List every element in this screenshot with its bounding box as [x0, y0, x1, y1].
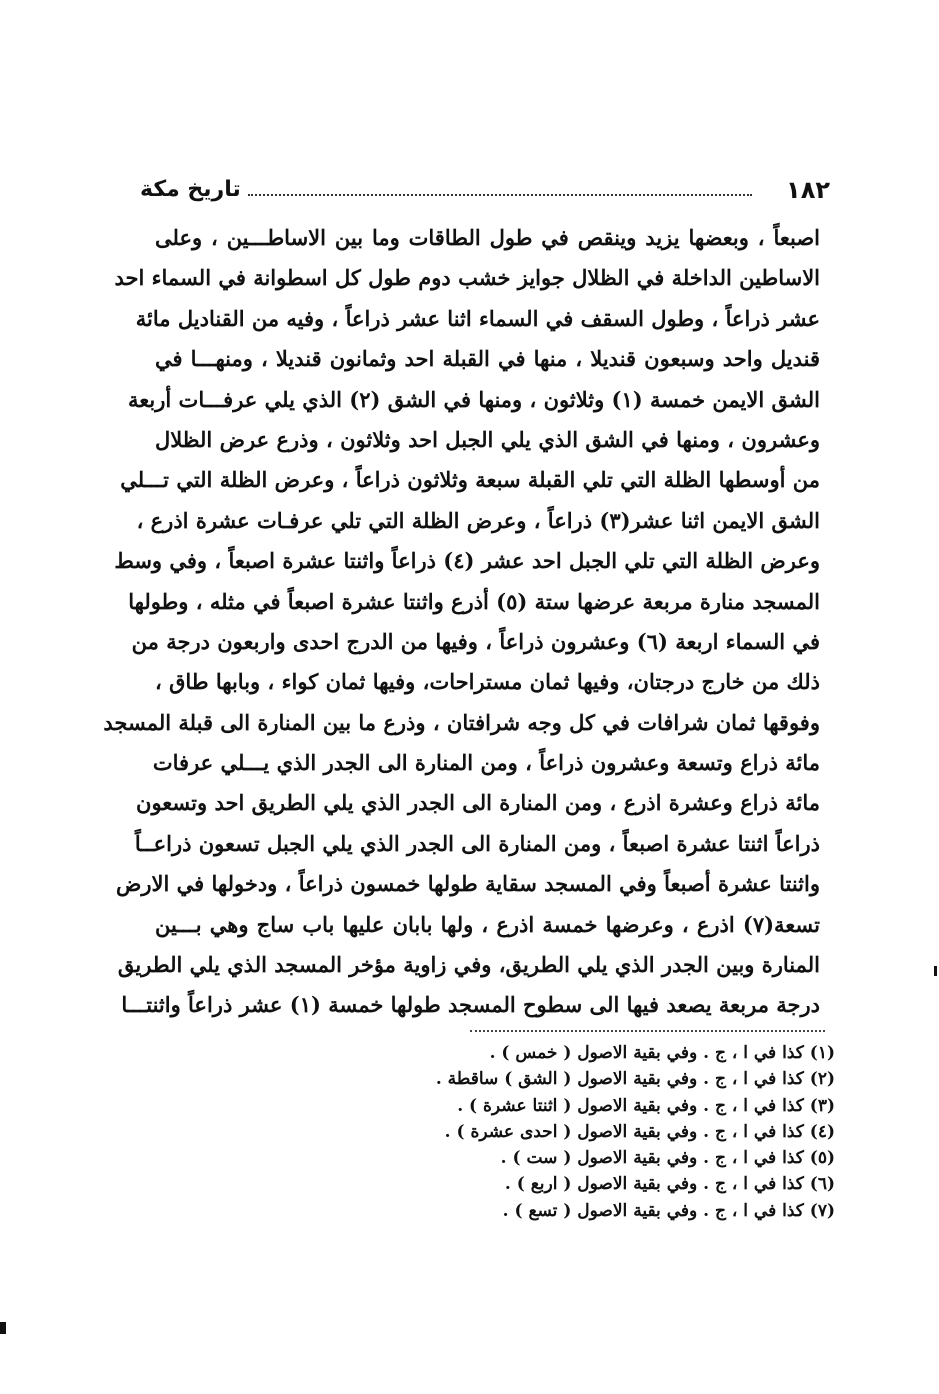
header-dotted-rule — [248, 194, 752, 196]
scan-edge-mark — [0, 1322, 6, 1334]
text-line: درجة مربعة يصعد فيها الى سطوح المسجد طولها خمسة (١) عشر ذراعاً واثنتـــا — [121, 992, 820, 1018]
text-line: وفوقها ثمان شرافات في كل وجه شرافتان ، وذرع ما بين المنارة الى قبلة المسجد — [103, 709, 820, 735]
text-line: وعشرون ، ومنها في الشق الذي يلي الجبل احد وثلاثون ، وذرع عرض الظلال — [155, 426, 820, 452]
text-line: مائة ذراع وعشرة اذرع ، ومن المنارة الى الجدر الذي يلي الطريق احد وتسعون — [136, 790, 820, 816]
scan-edge-mark — [934, 966, 937, 976]
main-text — [103, 218, 820, 1026]
footnote-separator — [470, 1030, 825, 1032]
text-line: في السماء اربعة (٦) وعشرون ذراعاً ، وفيها من الدرج احدى واربعون درجة من — [131, 628, 820, 654]
text-line: ذراعاً اثنتا عشرة اصبعاً ، ومن المنارة الى الجدر الذي يلي الجبل تسعون ذراعــاً — [134, 830, 820, 856]
text-line: وعرض الظلة التي تلي الجبل احد عشر (٤) ذراعاً واثنتا عشرة اصبعاً ، وفي وسط — [114, 548, 820, 574]
footnotes — [380, 1040, 835, 1224]
text-line: عشر ذراعاً ، وطول السقف في السماء اثنا عشر ذراعاً ، وفيه من القناديل مائة — [135, 305, 820, 331]
text-line: ذلك من خارج درجتان، وفيها ثمان مستراحات، وفيها ثمان كواء ، وبابها طاق ، — [155, 669, 820, 695]
footnote: (٢) كذا في ا ، ج . وفي بقية الاصول ( الشق ) ساقطة . — [435, 1069, 835, 1090]
text-line: الشق الايمن اثنا عشر(٣) ذراعاً ، وعرض الظلة التي تلي عرفـات عشرة اذرع ، — [136, 507, 820, 533]
text-line: واثنتا عشرة أصبعاً وفي المسجد سقاية طولها خمسون ذراعاً ، ودخولها في الارض — [116, 871, 820, 897]
page-number: ١٨٢ — [786, 176, 830, 204]
text-line: الاساطين الداخلة في الظلال جوايز خشب دوم طول كل اسطوانة في السماء احد — [114, 265, 820, 291]
text-line: تسعة(٧) اذرع ، وعرضها خمسة اذرع ، ولها بابان عليها باب ساج وهي بـــين — [155, 911, 820, 937]
page-header — [140, 172, 830, 208]
text-line: اصبعاً ، وبعضها يزيد وينقص في طول الطاقات وما بين الاساطـــين ، وعلى — [155, 225, 820, 250]
text-line: مائة ذراع وتسعة وعشرون ذراعاً ، ومن المنارة الى الجدر الذي يـــلي عرفات — [152, 750, 820, 776]
footnote: (١) كذا في ا ، ج . وفي بقية الاصول ( خمس ) . — [489, 1043, 835, 1063]
running-title: تاريخ مكة — [140, 177, 241, 202]
text-line: من أوسطها الظلة التي تلي القبلة سبعة وثلاثون ذراعاً ، وعرض الظلة التي تـــلي — [120, 467, 820, 493]
footnote: (٧) كذا في ا ، ج . وفي بقية الاصول ( تسع ) . — [502, 1200, 835, 1221]
footnote: (٤) كذا في ا ، ج . وفي بقية الاصول ( احدى عشرة ) . — [444, 1121, 835, 1142]
footnote: (٥) كذا في ا ، ج . وفي بقية الاصول ( ست ) . — [500, 1148, 835, 1169]
text-line: المسجد منارة مربعة عرضها ستة (٥) أذرع واثنتا عشرة اصبعاً في مثله ، وطولها — [128, 588, 820, 614]
footnote: (٣) كذا في ا ، ج . وفي بقية الاصول ( اثنتا عشرة ) . — [457, 1095, 835, 1116]
footnote: (٦) كذا في ا ، ج . وفي بقية الاصول ( اربع ) . — [504, 1174, 835, 1195]
text-line: المنارة وبين الجدر الذي يلي الطريق، وفي زاوية مؤخر المسجد الذي يلي الطريق — [117, 952, 820, 978]
text-line: الشق الايمن خمسة (١) وثلاثون ، ومنها في الشق (٢) الذي يلي عرفـــات أربعة — [128, 386, 820, 412]
text-line: قنديل واحد وسبعون قنديلا ، منها في القبلة احد وثمانون قنديلا ، ومنهـــا في — [155, 346, 820, 372]
